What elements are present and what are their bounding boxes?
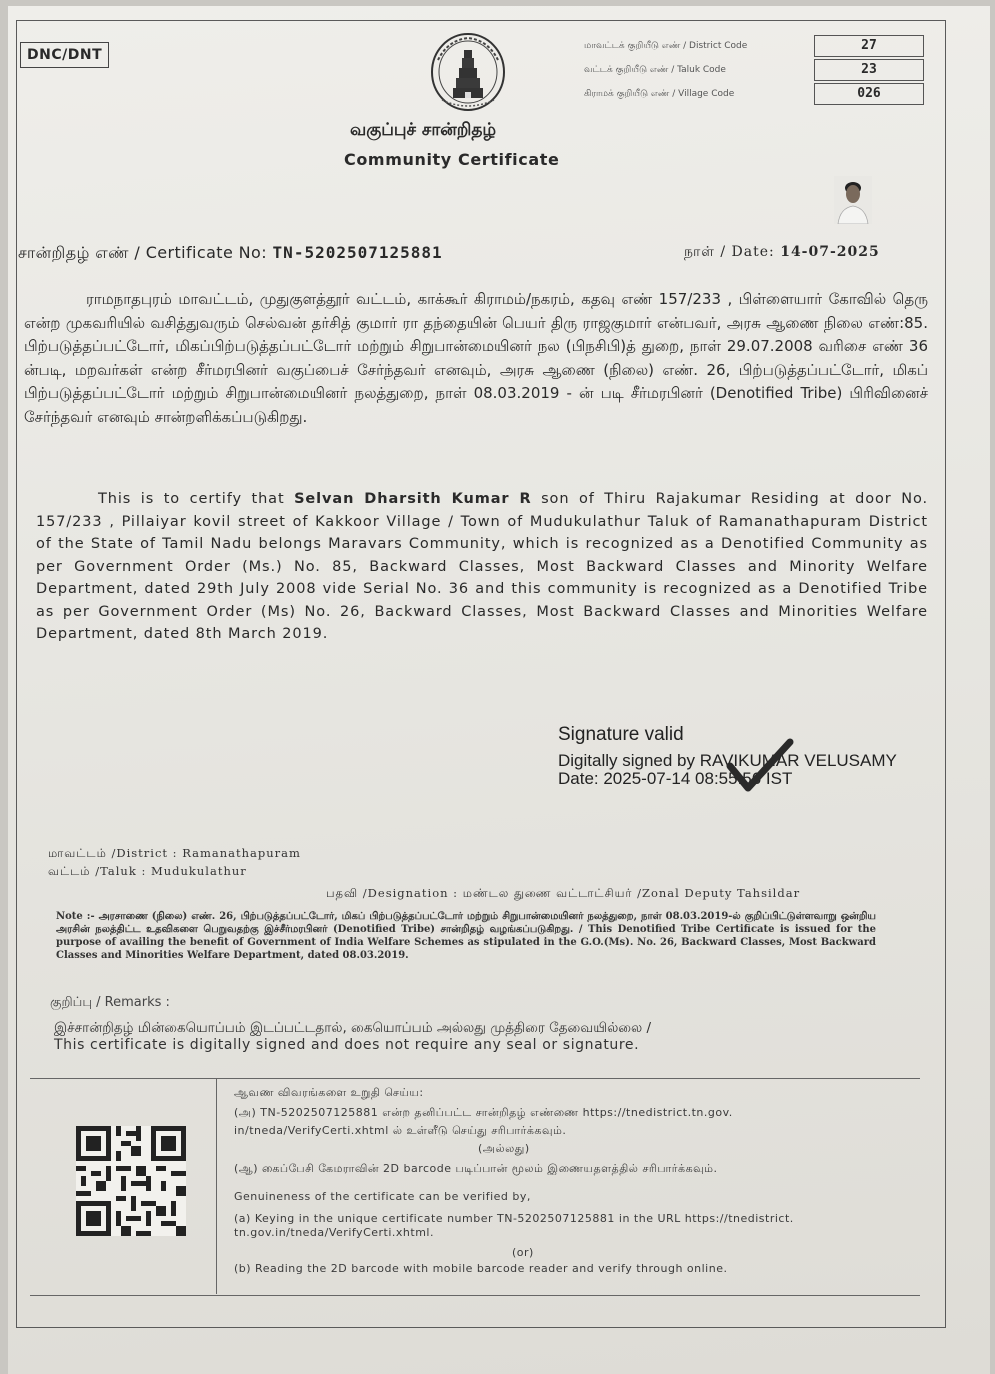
verify-english-or: (or) [512, 1246, 534, 1259]
village-code-value: 026 [814, 83, 924, 105]
certificate-number-line [18, 243, 443, 264]
village-code-label: கிராமக் குறியீடு எண் / Village Code [584, 88, 735, 99]
verify-tamil-b: (ஆ) கைப்பேசி கேமராவின் 2D barcode படிப்பான் மூலம் இணையதளத்தில் சரிபார்க்கவும். [234, 1162, 718, 1175]
remarks-english: This certificate is digitally signed and does not require any seal or signature. [54, 1037, 640, 1053]
dnc-dnt-badge: DNC/DNT [20, 42, 109, 68]
remarks-label: குறிப்பு / Remarks : [50, 995, 170, 1010]
qr-code[interactable] [76, 1126, 186, 1236]
verify-tamil-a-line2: in/tneda/VerifyCerti.xhtml ல் உள்ளீடு செய்து சரிபார்க்கவும். [234, 1124, 567, 1137]
applicant-name: Selvan Dharsith Kumar R [294, 491, 532, 507]
verification-divider [216, 1078, 217, 1294]
body-paragraph-tamil: ராமநாதபுரம் மாவட்டம், முதுகுளத்தூர் வட்டம், காக்கூர் கிராமம்/நகரம், கதவு எண் 157/233 , பிள்ளையார் கோவில் தெரு என்ற முகவரியில் வசித்துவரும் செல்வன் தர்சித் குமார் ரா தந்தையின் பெயர் திரு ராஜகுமார் என்பவர், அரசு ஆணை நிலை எண்:85. பிற்படுத்தப்பட்டோர், மிகப்பிற்படுத்தப்பட்டோர் மற்றும் சிறுபான்மையினர் நல (பிநசிபி)த் துறை, நாள் 29.07.2008 வரிசை எண் 36 ன்படி, மறவர்கள் என்ற சீர்மரபினர் வகுப்பைச் சேர்ந்தவர் எனவும், அரசு ஆணை (நிலை) எண். 26, பிற்படுத்தப்பட்டோர், மிகப் பிற்படுத்தப்பட்டோர் மற்றும் சிறுபான்மையினர் நலத்துறை, நாள் 08.03.2019 - ன் படி சீர்மரபினர் (Denotified Tribe) பிரிவினைச் சேர்ந்தவர் எனவும் சான்றளிக்கப்படுகிறது. [24, 290, 928, 426]
signature-status: Signature valid [558, 724, 684, 745]
designation-field: பதவி /Designation : மண்டல துணை வட்டாட்சியர் /Zonal Deputy Tahsildar [326, 886, 801, 900]
issue-date: 14-07-2025 [780, 244, 880, 260]
body-english-rest: son of Thiru Rajakumar Residing at door No. 157/233 , Pillaiyar kovil street of Kakkoor Village / Town of Mudukulathur Taluk of Ramanathapuram District of the State of Tamil Nadu belongs Maravars Community, which is recognized as a Denotified Community as per Government Order (Ms.) No. 85, Backward Classes, Most Backward Classes and Minority Welfare Department, dated 29th July 2008 vide Serial No. 36 and this community is recognized as a Denotified Tribe as per Government Order (Ms) No. 26, Backward Classes, Most Backward Classes and Minorities Welfare Department, dated 8th March 2019. [36, 491, 928, 642]
title-english: Community Certificate [344, 150, 560, 169]
taluk-code-label: வட்டக் குறியீடு எண் / Taluk Code [584, 64, 726, 75]
verify-heading-tamil: ஆவண விவரங்களை உறுதி செய்ய: [234, 1086, 424, 1099]
certificate-number: TN-5202507125881 [272, 243, 443, 262]
title-tamil: வகுப்புச் சான்றிதழ் [350, 120, 497, 140]
taluk-field: வட்டம் /Taluk : Mudukulathur [48, 864, 247, 878]
district-code-label: மாவட்டக் குறியீடு எண் / District Code [584, 40, 748, 51]
note-paragraph: Note :- அரசாணை (நிலை) எண். 26, பிற்படுத்தப்பட்டோர், மிகப் பிற்படுத்தப்பட்டோர் மற்றும் சிறுபான்மையினர் நலத்துறை, நாள் 08.03.2019-ல் குறிப்பிட்டுள்ளவாறு ஒன்றிய அரசின் நலத்திட்ட உதவிகளை பெறுவதற்கு இச்சீர்மரபினர் (Denotified Tribe) சான்றிதழ் வழங்கப்படுகிறது. / This Denotified Tribe Certificate is issued for the purpose of availing the benefit of Government of India Welfare Schemes as stipulated in the G.O.(Ms). No. 26, Backward Classes, Most Backward Classes and Minorities Welfare Department, dated 08.03.2019. [56, 911, 876, 961]
district-code-row [584, 34, 924, 58]
signature-date: Date: 2025-07-14 08:55:56 IST [558, 769, 793, 788]
district-code-value: 27 [814, 35, 924, 57]
verify-english-b: (b) Reading the 2D barcode with mobile barcode reader and verify through online. [234, 1262, 728, 1275]
remarks-tamil: இச்சான்றிதழ் மின்கையொப்பம் இடப்பட்டதால், கையொப்பம் அல்லது முத்திரை தேவையில்லை / [54, 1020, 652, 1036]
verify-english-a-line1: (a) Keying in the unique certificate number TN-5202507125881 in the URL https://tnedistrict. [234, 1212, 794, 1225]
verify-tamil-or: (அல்லது) [478, 1142, 530, 1155]
date-line [684, 244, 880, 262]
signed-by: Digitally signed by RAVIKUMAR VELUSAMY [558, 751, 897, 770]
date-label: நாள் / Date: [684, 244, 775, 260]
verify-tamil-a-line1: (அ) TN-5202507125881 என்ற தனிப்பட்ட சான்றிதழ் எண்ணை https://tnedistrict.tn.gov. [234, 1106, 733, 1119]
applicant-photo [834, 176, 872, 224]
village-code-row [584, 82, 924, 106]
certificate-number-label: சான்றிதழ் எண் / Certificate No: [18, 243, 268, 262]
verify-heading-english: Genuineness of the certificate can be verified by, [234, 1190, 531, 1203]
tamil-nadu-emblem-icon [408, 30, 528, 114]
verify-english-a-line2: tn.gov.in/tneda/VerifyCerti.xhtml. [234, 1226, 434, 1239]
district-field: மாவட்டம் /District : Ramanathapuram [48, 846, 301, 860]
taluk-code-row [584, 58, 924, 82]
code-table [584, 34, 924, 106]
body-paragraph-english [36, 488, 928, 646]
body-english-intro: This is to certify that [98, 491, 295, 507]
taluk-code-value: 23 [814, 59, 924, 81]
signature-check-icon [726, 736, 794, 794]
